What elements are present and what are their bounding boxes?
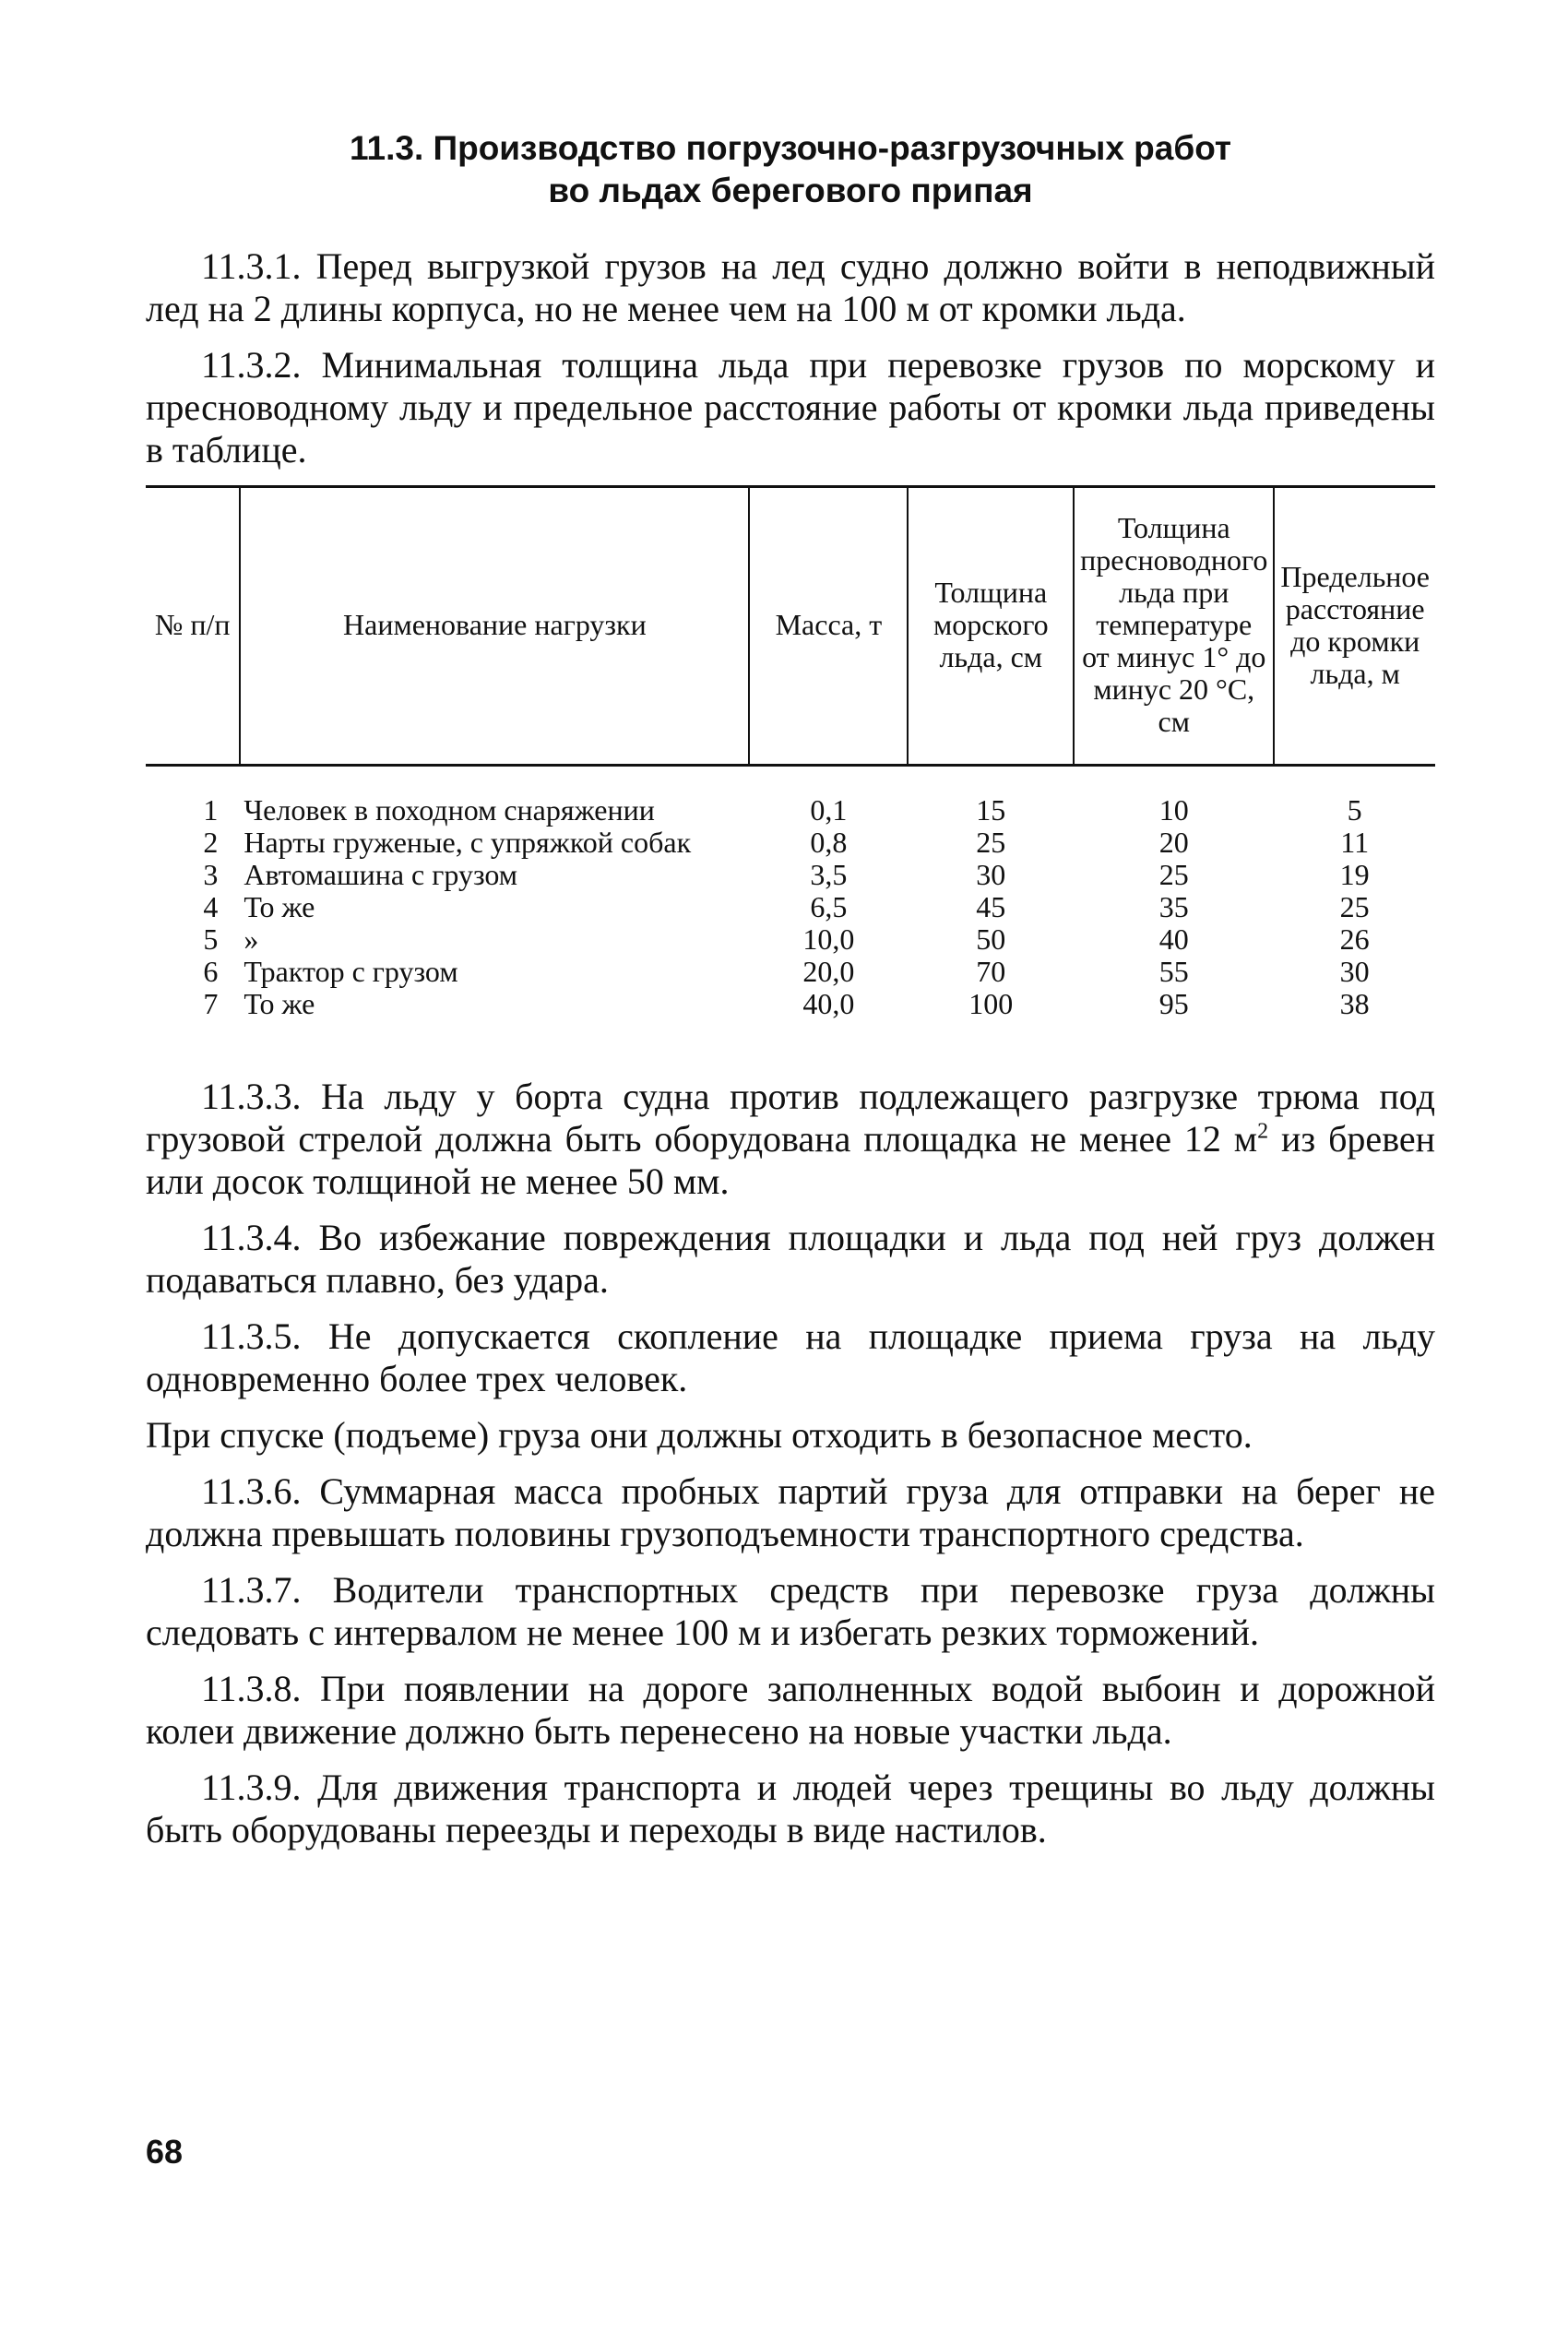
cell-mass: 40,0: [802, 987, 855, 1020]
cell-freshwater-ice: 25: [1158, 858, 1189, 891]
paragraph-11-3-6: 11.3.6. Суммарная масса пробных партий груза для отправки на берег не должна превышать половины грузоподъемности транспортного средства.: [146, 1470, 1435, 1554]
section-heading-line-2: во льдах берегового припая: [548, 172, 1033, 209]
cell-freshwater-ice: 40: [1158, 922, 1189, 956]
table-header-row: [146, 487, 1435, 766]
cell-edge-distance: 19: [1339, 858, 1370, 891]
superscript-squared: 2: [1257, 1119, 1269, 1144]
cell-edge-distance: 30: [1339, 955, 1370, 988]
paragraph-11-3-7: 11.3.7. Водители транспортных средств при перевозке груза должны следовать с интервалом не менее 100 м и избегать резких торможений.: [146, 1569, 1435, 1653]
document-page: [146, 127, 1435, 1865]
cell-sea-ice: 50: [976, 922, 1006, 956]
cell-edge-distance: 11: [1340, 826, 1370, 859]
cell-load-name: То же: [244, 987, 315, 1020]
table-body: [146, 766, 1435, 1021]
cell-sea-ice: 45: [976, 890, 1006, 923]
cell-num: 6: [203, 955, 219, 988]
cell-sea-ice: 70: [976, 955, 1006, 988]
ice-load-table: [146, 485, 1435, 1020]
cell-edge-distance: 26: [1339, 922, 1370, 956]
table-row: [146, 891, 1435, 923]
header-mass: Масса, т: [749, 487, 908, 766]
header-freshwater-ice-thickness: Толщина пресноводного льда при температуре от минус 1° до минус 20 °С, см: [1074, 487, 1274, 766]
paragraph-11-3-3-text-a: 11.3.3. На льду у борта судна против подлежащего разгрузке трюма под грузовой стрелой должна быть оборудована площадка не менее 12 м: [146, 1076, 1435, 1160]
paragraph-11-3-5: 11.3.5. Не допускается скопление на площадке приема груза на льду одновременно более трех человек.: [146, 1315, 1435, 1399]
section-heading: [146, 127, 1435, 212]
table-row: [146, 923, 1435, 956]
cell-num: 3: [203, 858, 219, 891]
page-number: 68: [146, 2133, 184, 2171]
header-load-name: Наименование нагрузки: [240, 487, 749, 766]
cell-mass: 3,5: [810, 858, 848, 891]
cell-sea-ice: 15: [976, 793, 1006, 827]
paragraph-11-3-8: 11.3.8. При появлении на дороге заполненных водой выбоин и дорожной колеи движение должно быть перенесено на новые участки льда.: [146, 1668, 1435, 1752]
paragraph-11-3-9: 11.3.9. Для движения транспорта и людей через трещины во льду должны быть оборудованы переезды и переходы в виде настилов.: [146, 1767, 1435, 1850]
cell-load-name: »: [244, 922, 259, 956]
paragraph-11-3-4: 11.3.4. Во избежание повреждения площадки и льда под ней груз должен подаваться плавно, без удара.: [146, 1217, 1435, 1301]
cell-freshwater-ice: 35: [1158, 890, 1189, 923]
cell-load-name: Нарты груженые, с упряжкой собак: [244, 826, 692, 859]
paragraph-11-3-3-text-b: из бревен или досок толщиной не менее 50 мм.: [146, 1118, 1435, 1202]
cell-sea-ice: 100: [968, 987, 1014, 1020]
paragraph-11-3-2: 11.3.2. Минимальная толщина льда при перевозке грузов по морскому и пресноводному льду и предельное расстояние работы от кромки льда приведены в таблице.: [146, 344, 1435, 470]
header-edge-distance: Предельное расстояние до кромки льда, м: [1274, 487, 1435, 766]
cell-load-name: То же: [244, 890, 315, 923]
cell-num: 5: [203, 922, 219, 956]
header-num: № п/п: [154, 608, 231, 641]
paragraph-11-3-5-continuation: При спуске (подъеме) груза они должны отходить в безопасное место.: [146, 1414, 1253, 1456]
cell-mass: 0,8: [810, 826, 848, 859]
cell-num: 7: [203, 987, 219, 1020]
table-row: [146, 827, 1435, 859]
table-row: [146, 859, 1435, 891]
cell-num: 2: [203, 826, 219, 859]
table-header: [146, 487, 1435, 766]
header-sea-ice-thickness: Толщина морского льда, см: [908, 487, 1074, 766]
cell-mass: 20,0: [802, 955, 855, 988]
cell-load-name: Трактор с грузом: [244, 955, 458, 988]
cell-load-name: Человек в походном снаряжении: [244, 793, 655, 827]
cell-sea-ice: 25: [976, 826, 1006, 859]
cell-edge-distance: 38: [1339, 987, 1370, 1020]
table-row: [146, 766, 1435, 827]
cell-mass: 10,0: [802, 922, 855, 956]
cell-num: 4: [203, 890, 219, 923]
cell-edge-distance: 5: [1347, 793, 1362, 827]
cell-sea-ice: 30: [976, 858, 1006, 891]
paragraph-11-3-3: [146, 1076, 1435, 1203]
paragraph-11-3-1: 11.3.1. Перед выгрузкой грузов на лед судно должно войти в неподвижный лед на 2 длины корпуса, но не менее чем на 100 м от кромки льда.: [146, 245, 1435, 329]
cell-mass: 6,5: [810, 890, 848, 923]
cell-num: 1: [203, 793, 219, 827]
cell-load-name: Автомашина с грузом: [244, 858, 518, 891]
cell-edge-distance: 25: [1339, 890, 1370, 923]
section-heading-line-1: 11.3. Производство погрузочно-разгрузочных работ: [349, 129, 1232, 167]
table-row: [146, 988, 1435, 1020]
cell-freshwater-ice: 55: [1158, 955, 1189, 988]
cell-freshwater-ice: 95: [1158, 987, 1189, 1020]
cell-mass: 0,1: [810, 793, 848, 827]
cell-freshwater-ice: 20: [1158, 826, 1189, 859]
cell-freshwater-ice: 10: [1158, 793, 1189, 827]
table-row: [146, 956, 1435, 988]
